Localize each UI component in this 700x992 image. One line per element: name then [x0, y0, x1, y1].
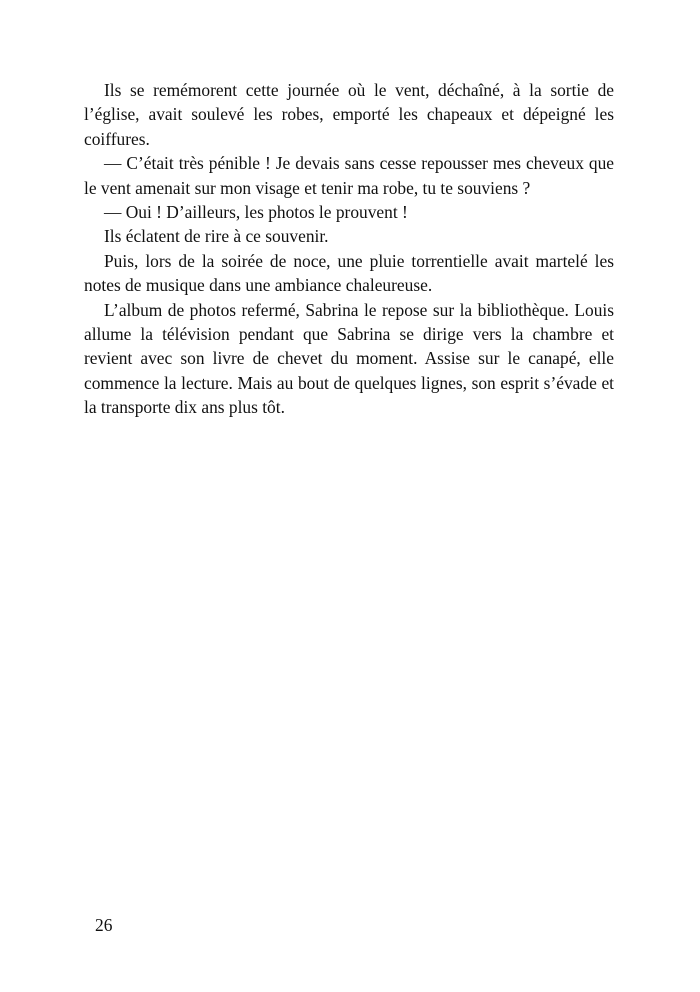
paragraph: Ils se remémorent cette journée où le vent, déchaîné, à la sortie de l’église, avait soulevé les robes, emporté les chapeaux et dépeigné les coiffures.	[84, 80, 614, 149]
paragraph: Ils éclatent de rire à ce souvenir.	[104, 226, 329, 247]
paragraph: L’album de photos refermé, Sabrina le repose sur la bibliothèque. Louis allume la télévision pendant que Sabrina se dirige vers la chambre et revient avec son livre de chevet du moment. Assise sur le canapé, elle commence la lecture. Mais au bout de quelques lignes, son esprit s’évade et la transporte dix ans plus tôt.	[84, 299, 614, 418]
paragraph: — Oui ! D’ailleurs, les photos le prouvent !	[104, 202, 408, 223]
paragraph: Puis, lors de la soirée de noce, une pluie torrentielle avait martelé les notes de musique dans une ambiance chaleureuse.	[84, 250, 614, 296]
body-text	[84, 78, 614, 420]
paragraph: — C’était très pénible ! Je devais sans cesse repousser mes cheveux que le vent amenait sur mon visage et tenir ma robe, tu te souviens ?	[84, 153, 614, 198]
page-number: 26	[95, 915, 113, 935]
